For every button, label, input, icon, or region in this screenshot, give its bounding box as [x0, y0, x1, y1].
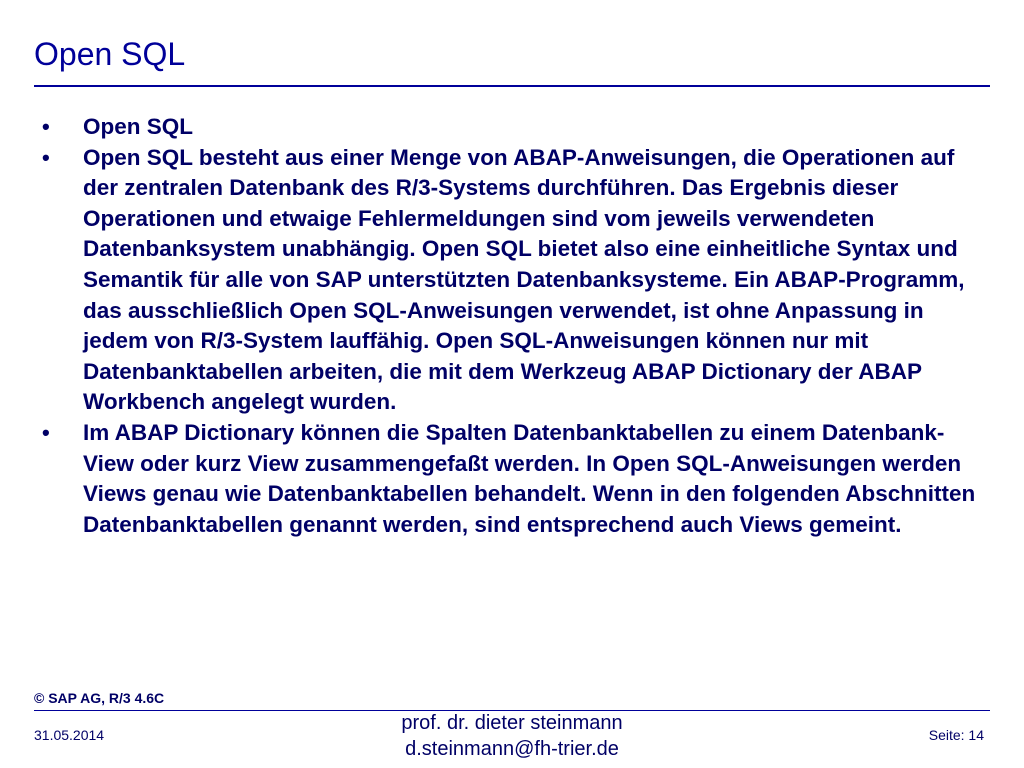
footer-date: 31.05.2014 [34, 727, 105, 743]
copyright-note: © SAP AG, R/3 4.6C [34, 690, 165, 706]
bullet-text: Open SQL besteht aus einer Menge von ABAP-Anweisungen, die Operationen auf der zentralen Datenbank des R/3-Systems durchführen. Das Ergebnis dieser Operationen und etwaige Fehlermeldungen sind vom jeweils verwendeten Datenbanksystem unabhängig. Open SQL bietet also eine einheitliche Syntax und Semantik für alle von SAP unterstützten Datenbanksysteme. Ein ABAP-Programm, das ausschließlich Open SQL-Anweisungen verwendet, ist ohne Anpassung in jedem von R/3-System lauffähig. Open SQL-Anweisungen können nur mit Datenbanktabellen arbeiten, die mit dem Werkzeug ABAP Dictionary der ABAP Workbench angelegt wurden. [83, 144, 965, 415]
page-number: Seite: 14 [928, 727, 984, 743]
footer-author: prof. dr. dieter steinmann [401, 712, 623, 734]
bullet-text: Im ABAP Dictionary können die Spalten Datenbanktabellen zu einem Datenbank-View oder kurz View zusammengefaßt werden. In Open SQL-Anweisungen werden Views genau wie Datenbanktabellen behandelt. Wenn in den folgenden Abschnitten Datenbanktabellen genannt werden, sind entsprechend auch Views gemeint. [83, 419, 976, 537]
bullet-text: Open SQL [83, 114, 194, 139]
bullet-dot-icon: • [42, 114, 50, 139]
footer-author-block [312, 710, 712, 762]
bullet-dot-icon: • [42, 144, 50, 170]
footer-email: d.steinmann@fh-trier.de [405, 738, 619, 760]
title-divider [34, 85, 990, 87]
bullet-dot-icon: • [42, 419, 50, 445]
bullet-item [40, 418, 980, 540]
slide-title: Open SQL [34, 36, 186, 72]
bullet-list [40, 112, 980, 540]
bullet-item [40, 112, 980, 143]
bullet-item [40, 143, 980, 418]
